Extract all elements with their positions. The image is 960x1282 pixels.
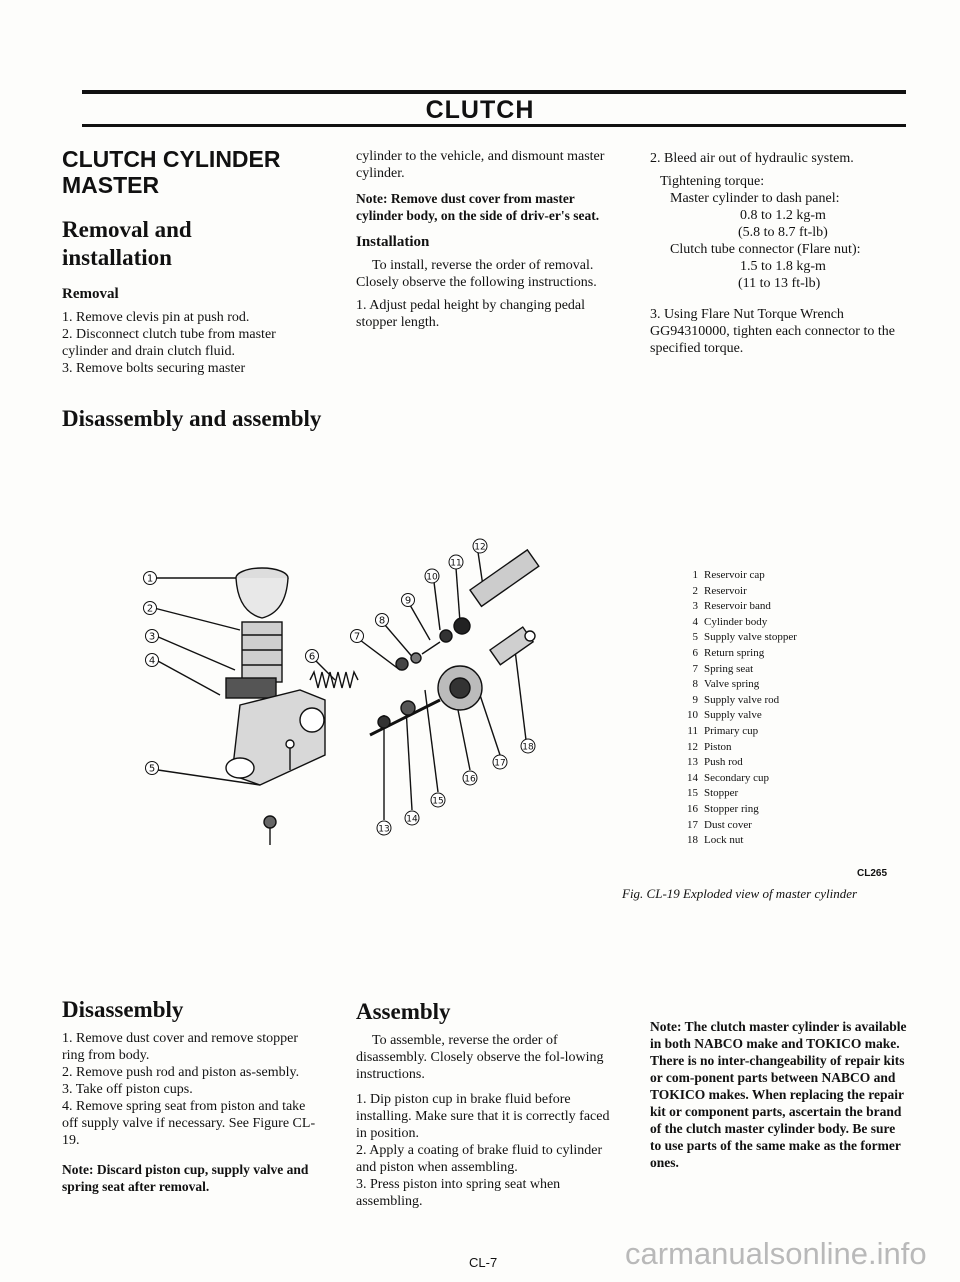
legend-item bbox=[676, 818, 896, 834]
disassembly-heading: Disassembly bbox=[62, 997, 184, 1022]
torque-item-1: Master cylinder to dash panel: bbox=[670, 191, 840, 206]
callout-15: 15 bbox=[432, 796, 444, 807]
legend-label: Push rod bbox=[704, 756, 743, 769]
disassembly-step-1: 1. Remove dust cover and remove stopper ring from body. bbox=[62, 1031, 298, 1063]
legend-num: 14 bbox=[687, 771, 698, 784]
section-title bbox=[62, 146, 332, 198]
section-title-line2: MASTER bbox=[62, 172, 160, 198]
header-rule-top bbox=[82, 90, 906, 94]
removal-step-1: 1. Remove clevis pin at push rod. bbox=[62, 310, 250, 325]
figure-code: CL265 bbox=[857, 868, 888, 879]
legend-item bbox=[676, 693, 896, 709]
disassembly-section bbox=[62, 996, 324, 1195]
legend-item bbox=[676, 677, 896, 693]
callout-1: 1 bbox=[146, 573, 154, 585]
legend-label: Supply valve bbox=[704, 709, 762, 722]
legend-num: 12 bbox=[687, 740, 698, 753]
legend-num: 3 bbox=[692, 600, 698, 613]
legend-label: Stopper bbox=[704, 787, 739, 800]
dust-cover-note: Note: Remove dust cover from master cylinder body, on the side of driv-er's seat. bbox=[356, 191, 600, 223]
assembly-step-2: 2. Apply a coating of brake fluid to cylinder and piston when assembling. bbox=[356, 1143, 603, 1175]
installation-step-1: 1. Adjust pedal height by changing pedal stopper length. bbox=[356, 298, 586, 330]
page-number: CL-7 bbox=[469, 1255, 498, 1270]
legend-num: 10 bbox=[687, 709, 698, 722]
legend-item bbox=[676, 708, 896, 724]
legend-label: Supply valve stopper bbox=[704, 631, 797, 644]
torque-item-1-value-metric: 0.8 to 1.2 kg-m bbox=[740, 208, 826, 223]
callout-2: 2 bbox=[146, 603, 154, 615]
callout-11: 11 bbox=[450, 558, 462, 569]
legend-label: Dust cover bbox=[704, 818, 752, 831]
column-1 bbox=[62, 146, 332, 377]
legend-label: Return spring bbox=[704, 646, 765, 659]
assembly-body bbox=[356, 1032, 618, 1210]
assembly-heading: Assembly bbox=[356, 999, 451, 1024]
callout-10: 10 bbox=[426, 572, 438, 583]
legend-num: 7 bbox=[692, 662, 698, 675]
legend-num: 15 bbox=[687, 787, 698, 800]
legend-label: Reservoir bbox=[704, 584, 747, 597]
callout-4: 4 bbox=[148, 655, 156, 667]
column-2 bbox=[356, 148, 624, 331]
legend-label: Lock nut bbox=[704, 834, 744, 847]
legend-num: 13 bbox=[687, 756, 698, 769]
disassembly-step-4: 4. Remove spring seat from piston and take off supply valve if necessary. See Figure CL-19. bbox=[62, 1099, 316, 1148]
callout-18: 18 bbox=[522, 742, 534, 753]
legend-num: 4 bbox=[692, 615, 698, 628]
subsection-title-line2: installation bbox=[62, 245, 172, 270]
callout-14: 14 bbox=[406, 814, 418, 825]
callout-8: 8 bbox=[378, 615, 386, 627]
legend-num: 16 bbox=[687, 802, 698, 815]
legend-num: 11 bbox=[687, 724, 698, 737]
callout-16: 16 bbox=[464, 774, 476, 785]
callout-9: 9 bbox=[404, 595, 412, 607]
legend-num: 18 bbox=[687, 834, 698, 847]
removal-step-3: 3. Remove bolts securing master bbox=[62, 361, 246, 376]
installation-step-3: 3. Using Flare Nut Torque Wrench GG94310000, tighten each connector to the specified torque. bbox=[650, 307, 895, 356]
legend-num: 8 bbox=[692, 678, 698, 691]
legend-item bbox=[676, 568, 896, 584]
chapter-title: CLUTCH bbox=[425, 96, 535, 124]
legend-item bbox=[676, 662, 896, 678]
column-3 bbox=[650, 150, 910, 357]
disassembly-step-3: 3. Take off piston cups. bbox=[62, 1082, 193, 1097]
figure-legend bbox=[676, 568, 896, 849]
installation-heading: Installation bbox=[356, 234, 430, 250]
figure-caption: Fig. CL-19 Exploded view of master cylinder bbox=[622, 886, 858, 901]
legend-item bbox=[676, 786, 896, 802]
legend-item bbox=[676, 599, 896, 615]
removal-steps bbox=[62, 309, 310, 377]
legend-num: 1 bbox=[692, 569, 698, 581]
legend-label: Reservoir band bbox=[704, 600, 771, 613]
subsection-title-line1: Removal and bbox=[62, 217, 192, 242]
callout-6: 6 bbox=[308, 651, 316, 663]
legend-item bbox=[676, 724, 896, 740]
disassembly-steps bbox=[62, 1030, 324, 1149]
callout-7: 7 bbox=[353, 631, 361, 643]
legend-label: Primary cup bbox=[704, 724, 759, 737]
torque-item-2-value-imperial: (11 to 13 ft-lb) bbox=[738, 276, 821, 291]
make-compatibility-note: Note: The clutch master cylinder is available in both NABCO make and TOKICO make. There is no inter-changeability of repair kits or com-ponent parts between NABCO and TOKICO makes. When replacing the repair kit or component parts, ascertain the brand of the clutch master cylinder body. Be sure to use parts of the same make as the former ones. bbox=[650, 1019, 907, 1170]
watermark: carmanualsonline.info bbox=[625, 1236, 927, 1271]
removal-heading: Removal bbox=[62, 286, 119, 302]
torque-item-2: Clutch tube connector (Flare nut): bbox=[670, 242, 861, 257]
legend-item bbox=[676, 615, 896, 631]
legend-label: Valve spring bbox=[704, 678, 760, 691]
exploded-view-figure bbox=[140, 530, 610, 860]
legend-label: Stopper ring bbox=[704, 802, 759, 815]
header-rule-bottom bbox=[82, 124, 906, 127]
callout-12: 12 bbox=[474, 542, 486, 553]
disassembly-note: Note: Discard piston cup, supply valve and spring seat after removal. bbox=[62, 1162, 309, 1194]
removal-step-3-continued: cylinder to the vehicle, and dismount master cylinder. bbox=[356, 149, 605, 181]
legend-item bbox=[676, 833, 896, 849]
torque-item-2-value-metric: 1.5 to 1.8 kg-m bbox=[740, 259, 826, 274]
legend-label: Cylinder body bbox=[704, 615, 768, 628]
installation-text: To install, reverse the order of removal. Closely observe the following instructions. bbox=[356, 258, 597, 290]
legend-label: Supply valve rod bbox=[704, 693, 780, 706]
legend-num: 2 bbox=[692, 584, 698, 597]
torque-item-1-value-imperial: (5.8 to 8.7 ft-lb) bbox=[738, 225, 828, 240]
legend-num: 9 bbox=[692, 693, 698, 706]
legend-label: Piston bbox=[704, 740, 732, 753]
assembly-step-3: 3. Press piston into spring seat when assembling. bbox=[356, 1177, 561, 1209]
legend-item bbox=[676, 802, 896, 818]
legend-num: 17 bbox=[687, 818, 698, 831]
legend-item bbox=[676, 646, 896, 662]
legend-num: 5 bbox=[692, 631, 698, 644]
assembly-intro: To assemble, reverse the order of disassembly. Closely observe the fol-lowing instructions. bbox=[356, 1033, 604, 1082]
installation-step-2: 2. Bleed air out of hydraulic system. bbox=[650, 151, 854, 166]
legend-num: 6 bbox=[692, 646, 698, 659]
disassembly-step-2: 2. Remove push rod and piston as-sembly. bbox=[62, 1065, 300, 1080]
callout-3: 3 bbox=[148, 631, 156, 643]
removal-step-2: 2. Disconnect clutch tube from master cylinder and drain clutch fluid. bbox=[62, 327, 276, 359]
callout-5: 5 bbox=[148, 763, 156, 775]
callout-17: 17 bbox=[494, 758, 506, 769]
assembly-section bbox=[356, 998, 618, 1210]
section-title-line1: CLUTCH CYLINDER bbox=[62, 146, 281, 172]
legend-item bbox=[676, 584, 896, 600]
legend-item bbox=[676, 755, 896, 771]
legend-label: Spring seat bbox=[704, 662, 754, 675]
callout-13: 13 bbox=[378, 824, 390, 835]
tightening-torque-block bbox=[650, 173, 910, 292]
tightening-torque-heading: Tightening torque: bbox=[660, 174, 765, 189]
assembly-step-1: 1. Dip piston cup in brake fluid before installing. Make sure that it is correctly faced in position. bbox=[356, 1092, 610, 1141]
legend-label: Secondary cup bbox=[704, 771, 770, 784]
legend-item bbox=[676, 740, 896, 756]
legend-item bbox=[676, 630, 896, 646]
subsection-title bbox=[62, 216, 332, 272]
legend-item bbox=[676, 771, 896, 787]
legend-label: Reservoir cap bbox=[704, 569, 765, 581]
disassembly-assembly-heading: Disassembly and assembly bbox=[62, 406, 322, 431]
